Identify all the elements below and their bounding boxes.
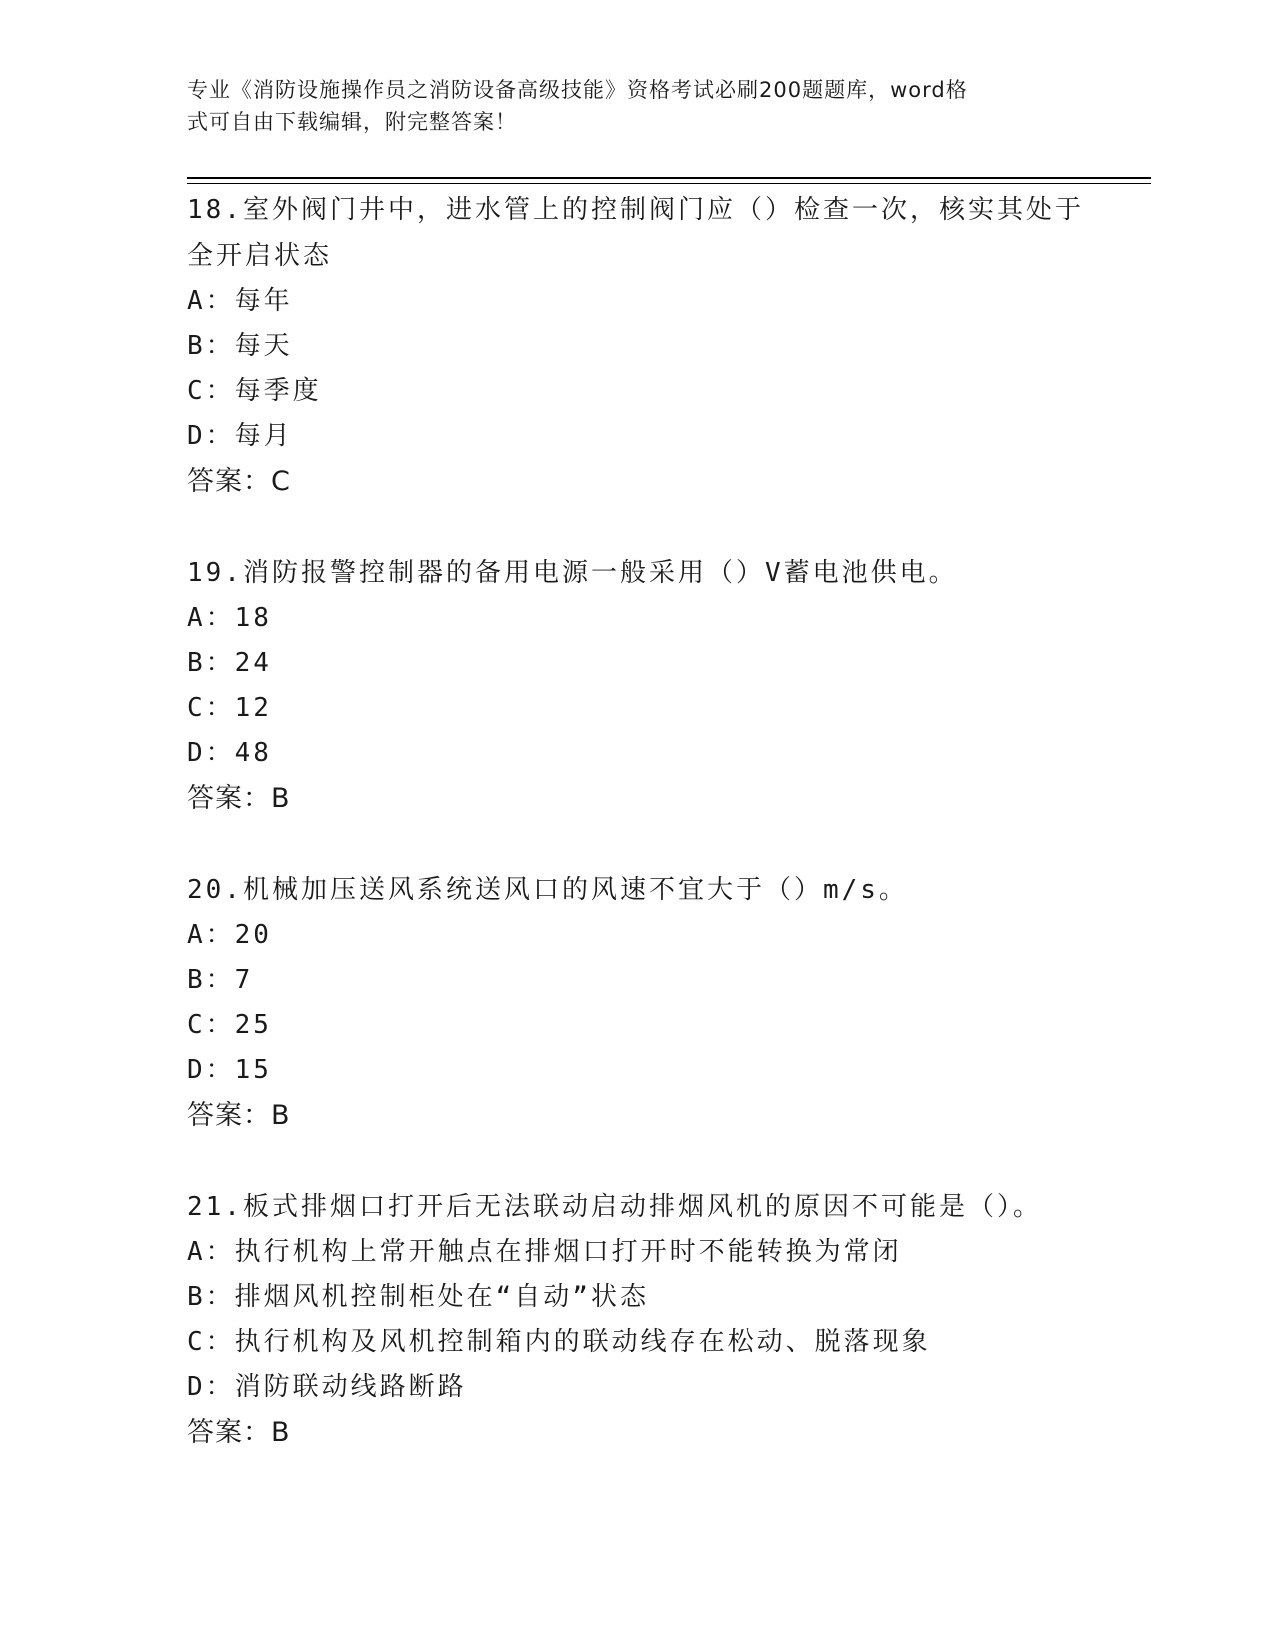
question-stem: 19.消防报警控制器的备用电源一般采用（）V蓄电池供电。 bbox=[187, 558, 958, 588]
answer-line: 答案：B bbox=[187, 1417, 291, 1448]
question-stem: 21.板式排烟口打开后无法联动启动排烟风机的原因不可能是（）。 bbox=[187, 1192, 1042, 1222]
option-c: C：执行机构及风机控制箱内的联动线存在松动、脱落现象 bbox=[187, 1327, 931, 1357]
option-a: A：20 bbox=[187, 920, 272, 950]
option-a: A：18 bbox=[187, 603, 272, 633]
option-b: B：每天 bbox=[187, 331, 293, 361]
option-d: D：每月 bbox=[187, 421, 293, 451]
question-list bbox=[187, 187, 1087, 1501]
header-divider-thick bbox=[187, 177, 1151, 179]
option-d: D：48 bbox=[187, 738, 272, 768]
header-line-1: 专业《消防设施操作员之消防设备高级技能》资格考试必刷200题题库，word格 bbox=[187, 78, 968, 102]
option-c: C：每季度 bbox=[187, 376, 322, 406]
option-d: D：消防联动线路断路 bbox=[187, 1372, 467, 1402]
option-a: A：执行机构上常开触点在排烟口打开时不能转换为常闭 bbox=[187, 1237, 902, 1267]
question-stem: 20.机械加压送风系统送风口的风速不宜大于（）m/s。 bbox=[187, 875, 908, 905]
answer-line: 答案：B bbox=[187, 783, 291, 814]
question-19 bbox=[187, 550, 1087, 821]
option-b: B：排烟风机控制柜处在“自动”状态 bbox=[187, 1282, 649, 1312]
option-b: B：24 bbox=[187, 648, 272, 678]
option-b: B：7 bbox=[187, 965, 254, 995]
option-a: A：每年 bbox=[187, 286, 293, 316]
question-stem: 18.室外阀门井中，进水管上的控制阀门应（）检查一次，核实其处于全开启状态 bbox=[187, 195, 1084, 271]
answer-line: 答案：C bbox=[187, 466, 291, 497]
header-line-2: 式可自由下载编辑，附完整答案！ bbox=[187, 110, 517, 134]
document-header bbox=[187, 74, 1067, 138]
question-18 bbox=[187, 187, 1087, 504]
header-divider-thin bbox=[187, 183, 1151, 184]
option-c: C：25 bbox=[187, 1010, 272, 1040]
option-c: C：12 bbox=[187, 693, 272, 723]
question-20 bbox=[187, 867, 1087, 1138]
option-d: D：15 bbox=[187, 1055, 272, 1085]
question-21 bbox=[187, 1184, 1087, 1455]
answer-line: 答案：B bbox=[187, 1100, 291, 1131]
